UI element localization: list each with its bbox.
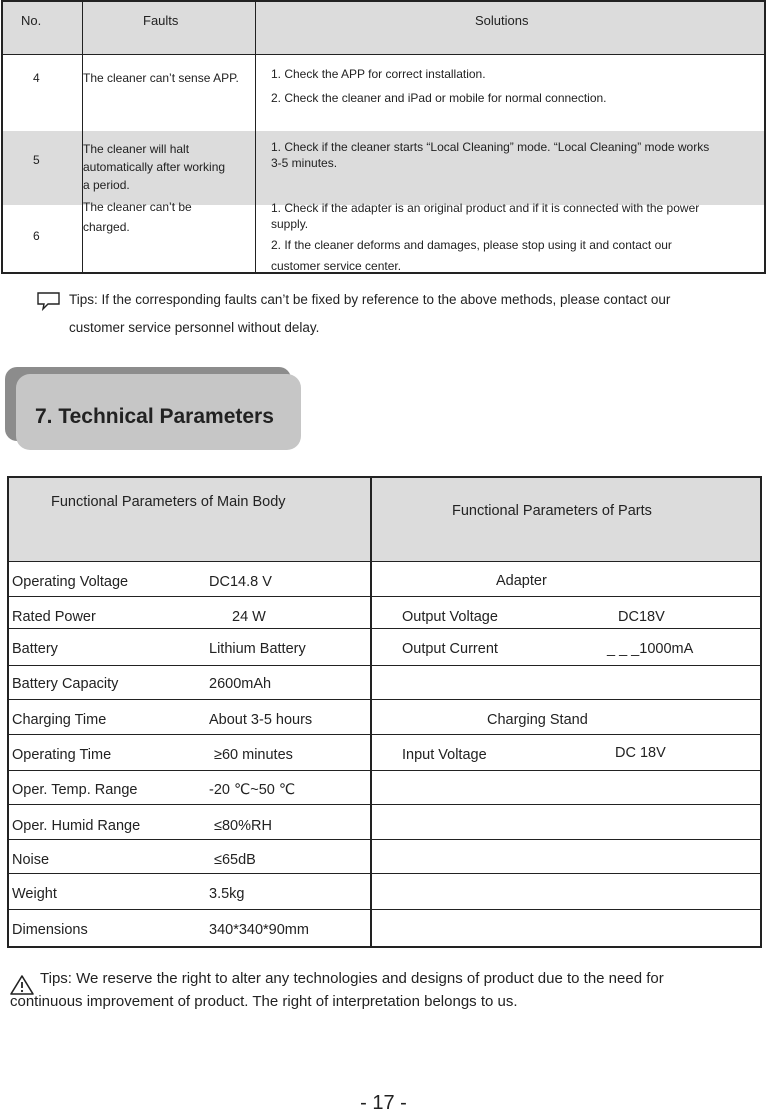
param-value: About 3-5 hours [209,712,313,728]
param-value: _ _ _1000mA [607,641,694,657]
header-main-body: Functional Parameters of Main Body [51,494,286,510]
faults-header-bg [3,2,764,54]
fault-text: The cleaner will halt [83,142,190,156]
param-label: Oper. Temp. Range [12,782,138,798]
tip-line: Tips: We reserve the right to alter any technologies and designs of product due to the need for [40,970,664,987]
params-header-bg [9,478,760,562]
row-no: 4 [33,71,40,85]
adapter-title: Adapter [496,573,547,589]
param-value: Lithium Battery [209,641,306,657]
param-value: -20 ℃~50 ℃ [209,782,296,798]
row-divider [3,54,764,55]
param-label: Operating Time [12,747,112,763]
param-value: DC18V [618,609,665,625]
row-no: 6 [33,229,40,243]
param-label: Output Current [402,641,498,657]
fault-text: automatically after working [83,160,226,174]
faults-table [1,0,766,274]
solution-line: 1. Check if the adapter is an original product and if it is connected with the power [271,201,700,215]
param-label: Noise [12,852,50,868]
section-title: 7. Technical Parameters [35,405,274,428]
page-number: - 17 - [360,1092,407,1114]
solution-line: 2. If the cleaner deforms and damages, please stop using it and contact our [271,238,672,252]
solution-line: customer service center. [271,259,402,273]
solution-line: 3-5 minutes. [271,156,338,170]
solution-line: 2. Check the cleaner and iPad or mobile for normal connection. [271,91,607,105]
column-divider [370,478,372,946]
tip-line: Tips: If the corresponding faults can’t be fixed by reference to the above methods, please contact our [69,292,671,307]
solution-line: 1. Check the APP for correct installation. [271,67,486,81]
solution-line: supply. [271,217,309,231]
param-value: 3.5kg [209,886,245,902]
row-divider [9,909,762,910]
fault-text: The cleaner can’t sense APP. [83,71,239,85]
row-divider [9,839,762,840]
row-divider [9,734,762,735]
fault-text: a period. [83,178,130,192]
fault-text: charged. [83,220,130,234]
column-divider [255,2,256,272]
params-table [7,476,762,948]
row-divider [9,628,762,629]
param-label: Oper. Humid Range [12,818,141,834]
param-label: Weight [12,886,57,902]
param-label: Operating Voltage [12,574,129,590]
param-value: 24 W [232,609,266,625]
note-icon [36,291,62,311]
param-label: Charging Time [12,712,107,728]
param-value: ≤65dB [214,852,256,868]
tip-line: continuous improvement of product. The right of interpretation belongs to us. [10,993,518,1010]
param-value: DC14.8 V [209,574,272,590]
param-value: 340*340*90mm [209,922,309,938]
param-value: 2600mAh [209,676,272,692]
row-divider [9,804,762,805]
tip-line: customer service personnel without delay. [69,320,320,335]
header-no: No. [21,13,42,28]
header-parts: Functional Parameters of Parts [452,503,652,519]
param-value: ≤80%RH [214,818,272,834]
param-value: ≥60 minutes [214,747,293,763]
param-label: Rated Power [12,609,96,625]
param-label: Output Voltage [402,609,498,625]
row-divider [9,596,762,597]
row-no: 5 [33,153,40,167]
charging-stand-title: Charging Stand [487,712,588,728]
solution-line: 1. Check if the cleaner starts “Local Cleaning” mode. “Local Cleaning” mode works [271,140,710,154]
param-value: DC 18V [615,745,666,761]
fault-text: The cleaner can’t be [83,200,192,214]
param-label: Input Voltage [402,747,487,763]
row-divider [9,561,762,562]
row-divider [9,770,762,771]
param-label: Battery [12,641,58,657]
row-divider [9,699,762,700]
row-divider [9,665,762,666]
header-solutions: Solutions [475,13,529,28]
header-faults: Faults [143,13,179,28]
row-divider [9,873,762,874]
param-label: Dimensions [12,922,88,938]
param-label: Battery Capacity [12,676,119,692]
